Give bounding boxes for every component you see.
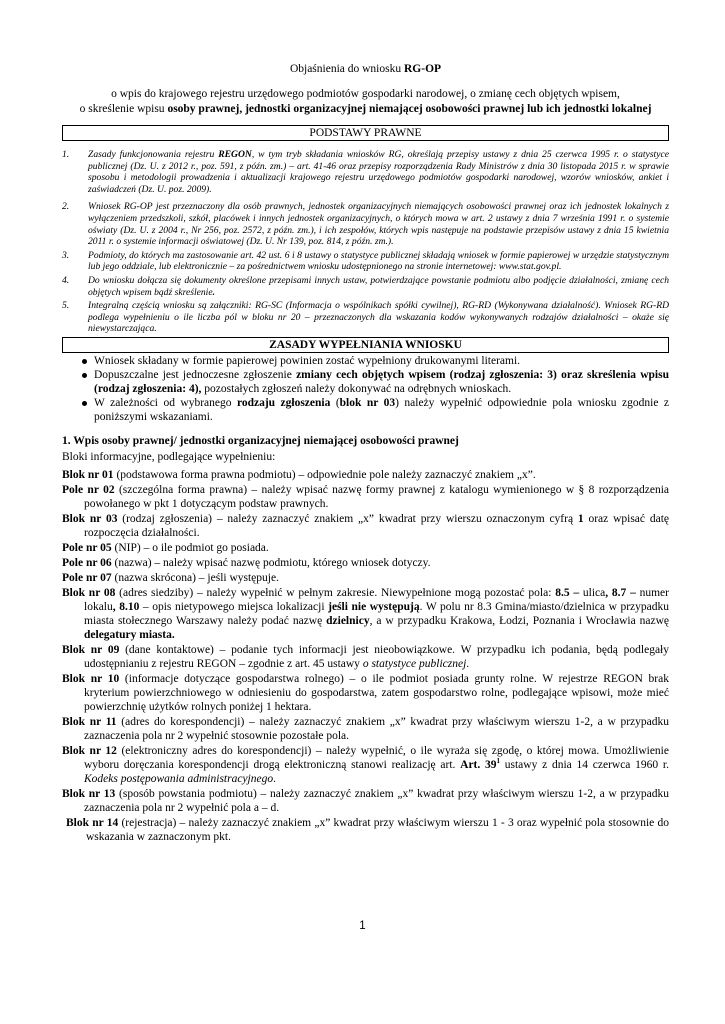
item-text: Wniosek RG-OP jest przeznaczony dla osób prawnych, jednostek organizacyjnych niemających osobowości prawnej oraz ich jednostek lokalnych z wyłączeniem przedszkoli, szkół, placówek i innych jednostek organizacyjnych, o których mowa w art. 2 ustawy z dnia 7 września 1991 r. o systemie oświaty (Dz. U. z 2004 r., Nr 256, poz. 2572, z późn. zm.), i ich zespołów, których wpis następuje na podstawie przepisów ustawy z dnia 15 kwietnia 2011 r. o systemie informacji oświatowej (Dz. U. Nr 139, poz. 814, z późn. zm.). xyxy=(88,201,669,248)
document-title xyxy=(62,62,669,76)
entry-label: Blok nr 12 xyxy=(62,744,117,757)
entry-bold: dzielnicy xyxy=(326,614,370,627)
rule-item-3 xyxy=(62,396,669,424)
entry-block-10 xyxy=(62,672,669,714)
rule-text: Dopuszczalne jest jednoczesne zgłoszenie xyxy=(94,368,297,381)
entry-text: . W polu nr 8.3 Gmina/miasto/dzielnica w przypadku miasta stołecznego Warszawy należy podać nazwę xyxy=(84,600,670,627)
entry-label: Blok nr 13 xyxy=(62,787,116,800)
entry-text: numer lokalu xyxy=(84,586,669,613)
legal-basis-item-2 xyxy=(62,201,669,247)
entry-label: Blok nr 10 xyxy=(62,672,120,685)
document-subtitle xyxy=(62,87,669,116)
rule-bold: zmiany cech objętych wpisem (rodzaj zgłoszenia: 3) oraz skreślenia wpisu (rodzaj zgłoszenia: 4), xyxy=(94,368,669,395)
entry-bold: , 8.7 – xyxy=(605,586,636,599)
entry-text-post: oraz wpisać datę rozpoczęcia działalności. xyxy=(84,512,669,539)
entry-superscript: 1 xyxy=(496,757,501,766)
rule-item-1 xyxy=(62,354,669,368)
entry-label: Pole nr 06 xyxy=(62,556,112,569)
entry-text: (rodzaj zgłoszenia) – należy zaznaczyć znakiem „x” kwadrat przy wierszu oznaczonym cyfrą xyxy=(117,512,578,525)
entry-text: (podstawowa forma prawna podmiotu) – odpowiednie pole należy zaznaczyć znakiem „x”. xyxy=(113,468,536,481)
item-bold: . xyxy=(212,286,216,298)
entry-block-12 xyxy=(62,744,669,786)
section-1-heading: 1. Wpis osoby prawnej/ jednostki organizacyjnej niemającej osobowości prawnej xyxy=(62,434,459,447)
entry-text: , a w przypadku Krakowa, Łodzi, Poznania i Wrocławia nazwę xyxy=(369,614,669,627)
entry-text: ulica xyxy=(579,586,606,599)
entry-text: (adres do korespondencji) – należy zaznaczyć znakiem „x” kwadrat przy właściwym wierszu 1-2, a w przypadku zaznaczenia pola nr 2 wypełnić stosownie pozostałe pola. xyxy=(84,715,669,742)
item-text: Zasady funkcjonowania rejestru xyxy=(88,149,219,160)
entry-italic: Kodeks postępowania administracyjnego xyxy=(84,772,274,785)
entry-bold: , 8.10 xyxy=(112,600,140,613)
entry-block-03 xyxy=(62,512,669,540)
entry-text: – opis nietypowego miejsca lokalizacji xyxy=(139,600,329,613)
item-text: Integralną częścią wniosku są załączniki: RG-SC (Informacja o wspólnikach spółki cywilnej), RG-RD (Wykonywana działalność). Wniosek RG-RD podlega wypełnieniu o ile liczba pól w bloku nr 20 – przeznaczonych dla wskazania kodów wykonywanych rodzajów działalności – okaże się niewystarczająca. xyxy=(88,300,669,335)
entry-label: Blok nr 14 xyxy=(66,816,119,829)
entry-text: (sposób powstania podmiotu) – należy zaznaczyć znakiem „x” kwadrat przy właściwym wierszu 1-2, a w przypadku zaznaczenia pola nr 2 wypełnić pola a – d. xyxy=(84,787,669,814)
entry-text: (elektroniczny adres do korespondencji) – należy wypełnić, o ile wyraża się zgodę, o której mowa. Umożliwienie wyboru doręczania korespondencji drogą elektroniczną stanowi realizację art. xyxy=(84,744,669,771)
entry-block-11 xyxy=(62,715,669,743)
rule-text-post: ) należy wypełnić odpowiednie pola wniosku zgodnie z poniższymi wskazaniami. xyxy=(94,396,669,423)
entry-label: Blok nr 11 xyxy=(62,715,117,728)
entry-text: (NIP) – o ile podmiot go posiada. xyxy=(111,541,269,554)
entry-label: Pole nr 07 xyxy=(62,571,112,584)
entry-bold: jeśli nie występują xyxy=(328,600,420,613)
entry-field-02 xyxy=(62,483,669,511)
entry-text: (rejestracja) – należy zaznaczyć znakiem „x” kwadrat przy właściwym wierszu 1 - 3 oraz wypełnić pola stosownie do wskazania w zaznaczonym pkt. xyxy=(86,816,670,843)
bullet-icon xyxy=(82,401,87,406)
subtitle-line-1: o wpis do krajowego rejestru urzędowego podmiotów gospodarki narodowej, o zmianę cech objętych wpisem, xyxy=(111,88,620,100)
rule-text: W zależności od wybranego xyxy=(94,396,237,409)
entry-text: (nazwa) – należy wpisać nazwę podmiotu, którego wniosek dotyczy. xyxy=(111,556,431,569)
legal-basis-item-5 xyxy=(62,300,669,335)
item-number: 4. xyxy=(62,274,70,286)
entry-text: (nazwa skrócona) – jeśli występuje. xyxy=(111,571,279,584)
item-number: 2. xyxy=(62,201,70,213)
title-text: Objaśnienia do wniosku xyxy=(289,63,404,75)
entry-text-mid: ustawy z dnia 14 czerwca 1960 r. xyxy=(500,758,669,771)
entry-text-post: . xyxy=(466,657,470,670)
entry-bold: 8.5 – xyxy=(555,586,580,599)
bullet-icon xyxy=(82,373,87,378)
item-bold: REGON xyxy=(218,149,252,160)
entry-bold: delegatury miasta. xyxy=(84,628,175,641)
rule-bold-2: blok nr 03 xyxy=(339,396,396,409)
entry-italic: o statystyce publicznej xyxy=(362,657,467,670)
subtitle-prefix: o skreślenie wpisu xyxy=(79,102,168,115)
legal-basis-list xyxy=(62,149,669,335)
item-text: Podmioty, do których ma zastosowanie art. 42 ust. 6 i 8 ustawy o statystyce publicznej składają wniosek w formie papierowej w urzędzie statystycznym lub jego oddziale, lub elektronicznie – za pośrednictwem wniosku udostępnionego na stronie internetowej: www.stat.gov.pl. xyxy=(88,249,669,273)
entry-text: (adres siedziby) – należy wypełnić w pełnym zakresie. Niewypełnione mogą pozostać pola: xyxy=(115,586,556,599)
rule-text-post: pozostałych zgłoszeń należy dokonywać na odrębnych wnioskach. xyxy=(201,382,512,395)
page-number: 1 xyxy=(359,920,366,932)
item-text-post: , w tym tryb składania wniosków RG, określają przepisy ustawy z dnia 25 czerwca 1995 r. o statystyce publicznej (Dz. U. z 2012 r., poz. 591, z późn. zm.) – art. 41-46 oraz przepisy rozporządzenia Rady Ministrów z dnia 30 listopada 2015 r. w sprawie sposobu i metodologii prowadzenia i aktualizacji krajowego rejestru urzędowego podmiotów gospodarki narodowej, wzorów wniosków, ankiet i zaświadczeń (Dz. U. poz. 2009). xyxy=(88,149,669,195)
rule-text-mid: ( xyxy=(330,396,340,409)
entry-label: Blok nr 01 xyxy=(62,468,114,481)
legal-basis-item-3 xyxy=(62,250,669,273)
entry-field-07 xyxy=(62,571,669,585)
form-code: RG-OP xyxy=(403,63,442,75)
entry-label: Pole nr 05 xyxy=(62,541,112,554)
item-text: Do wniosku dołącza się dokumenty określone przepisami innych ustaw, potwierdzające powstanie podmiotu albo podjęcie działalności, zmianę cech objętych wpisem bądź skreślenie xyxy=(88,274,669,298)
section-1-subheading: Bloki informacyjne, podlegające wypełnieniu: xyxy=(62,450,276,463)
entry-text: (szczególna forma prawna) – należy wpisać nazwę formy prawnej z katalogu wymienionego w § 8 rozporządzenia powołanego w pkt 1 dotyczącym podstaw prawnych. xyxy=(84,483,669,510)
entry-block-09 xyxy=(62,643,669,671)
legal-basis-item-1 xyxy=(62,149,669,195)
subtitle-bold: osoby prawnej, jednostki organizacyjnej niemającej osobowości prawnej lub ich jednostki lokalnej xyxy=(167,102,652,115)
entry-bold: Art. 39 xyxy=(460,758,497,771)
entry-block-08 xyxy=(62,586,669,642)
rule-item-2 xyxy=(62,368,669,396)
entry-block-01 xyxy=(62,468,669,482)
rule-text: Wniosek składany w formie papierowej powinien zostać wypełniony drukowanymi literami. xyxy=(94,354,521,367)
entry-text-post: . xyxy=(273,772,276,785)
legal-basis-heading: PODSTAWY PRAWNE xyxy=(62,125,669,141)
bullet-icon xyxy=(82,359,87,364)
entry-field-06 xyxy=(62,556,669,570)
item-number: 1. xyxy=(62,149,70,160)
entry-label: Blok nr 09 xyxy=(62,643,120,656)
entry-bold: 1 xyxy=(577,512,584,525)
rule-bold: rodzaju zgłoszenia xyxy=(236,396,331,409)
entry-text: (informacje dotyczące gospodarstwa rolnego) – o ile podmiot posiada grunty rolne. W rejestrze REGON brak kryterium powierzchniowego w odniesieniu do gospodarstwa, zatem gospodarstwo rolne, podlegające wpisowi, może mieć powierzchnię użytków rolnych poniżej 1 hektara. xyxy=(84,672,669,713)
legal-basis-item-4 xyxy=(62,275,669,298)
item-number: 3. xyxy=(62,249,70,261)
rules-list xyxy=(62,354,669,424)
rules-heading: ZASADY WYPEŁNIANIA WNIOSKU xyxy=(62,337,669,353)
entry-label: Pole nr 02 xyxy=(62,483,115,496)
entry-block-13 xyxy=(62,787,669,815)
entry-label: Blok nr 03 xyxy=(62,512,118,525)
entry-label: Blok nr 08 xyxy=(62,586,116,599)
entry-block-14 xyxy=(62,816,669,844)
entry-text: (dane kontaktowe) – podanie tych informacji jest nieobowiązkowe. W przypadku ich podania, będą podlegały udostępnianiu z rejestru REGON – zgodnie z art. 45 ustawy xyxy=(84,643,669,670)
entry-field-05 xyxy=(62,541,669,555)
item-number: 5. xyxy=(62,300,70,312)
